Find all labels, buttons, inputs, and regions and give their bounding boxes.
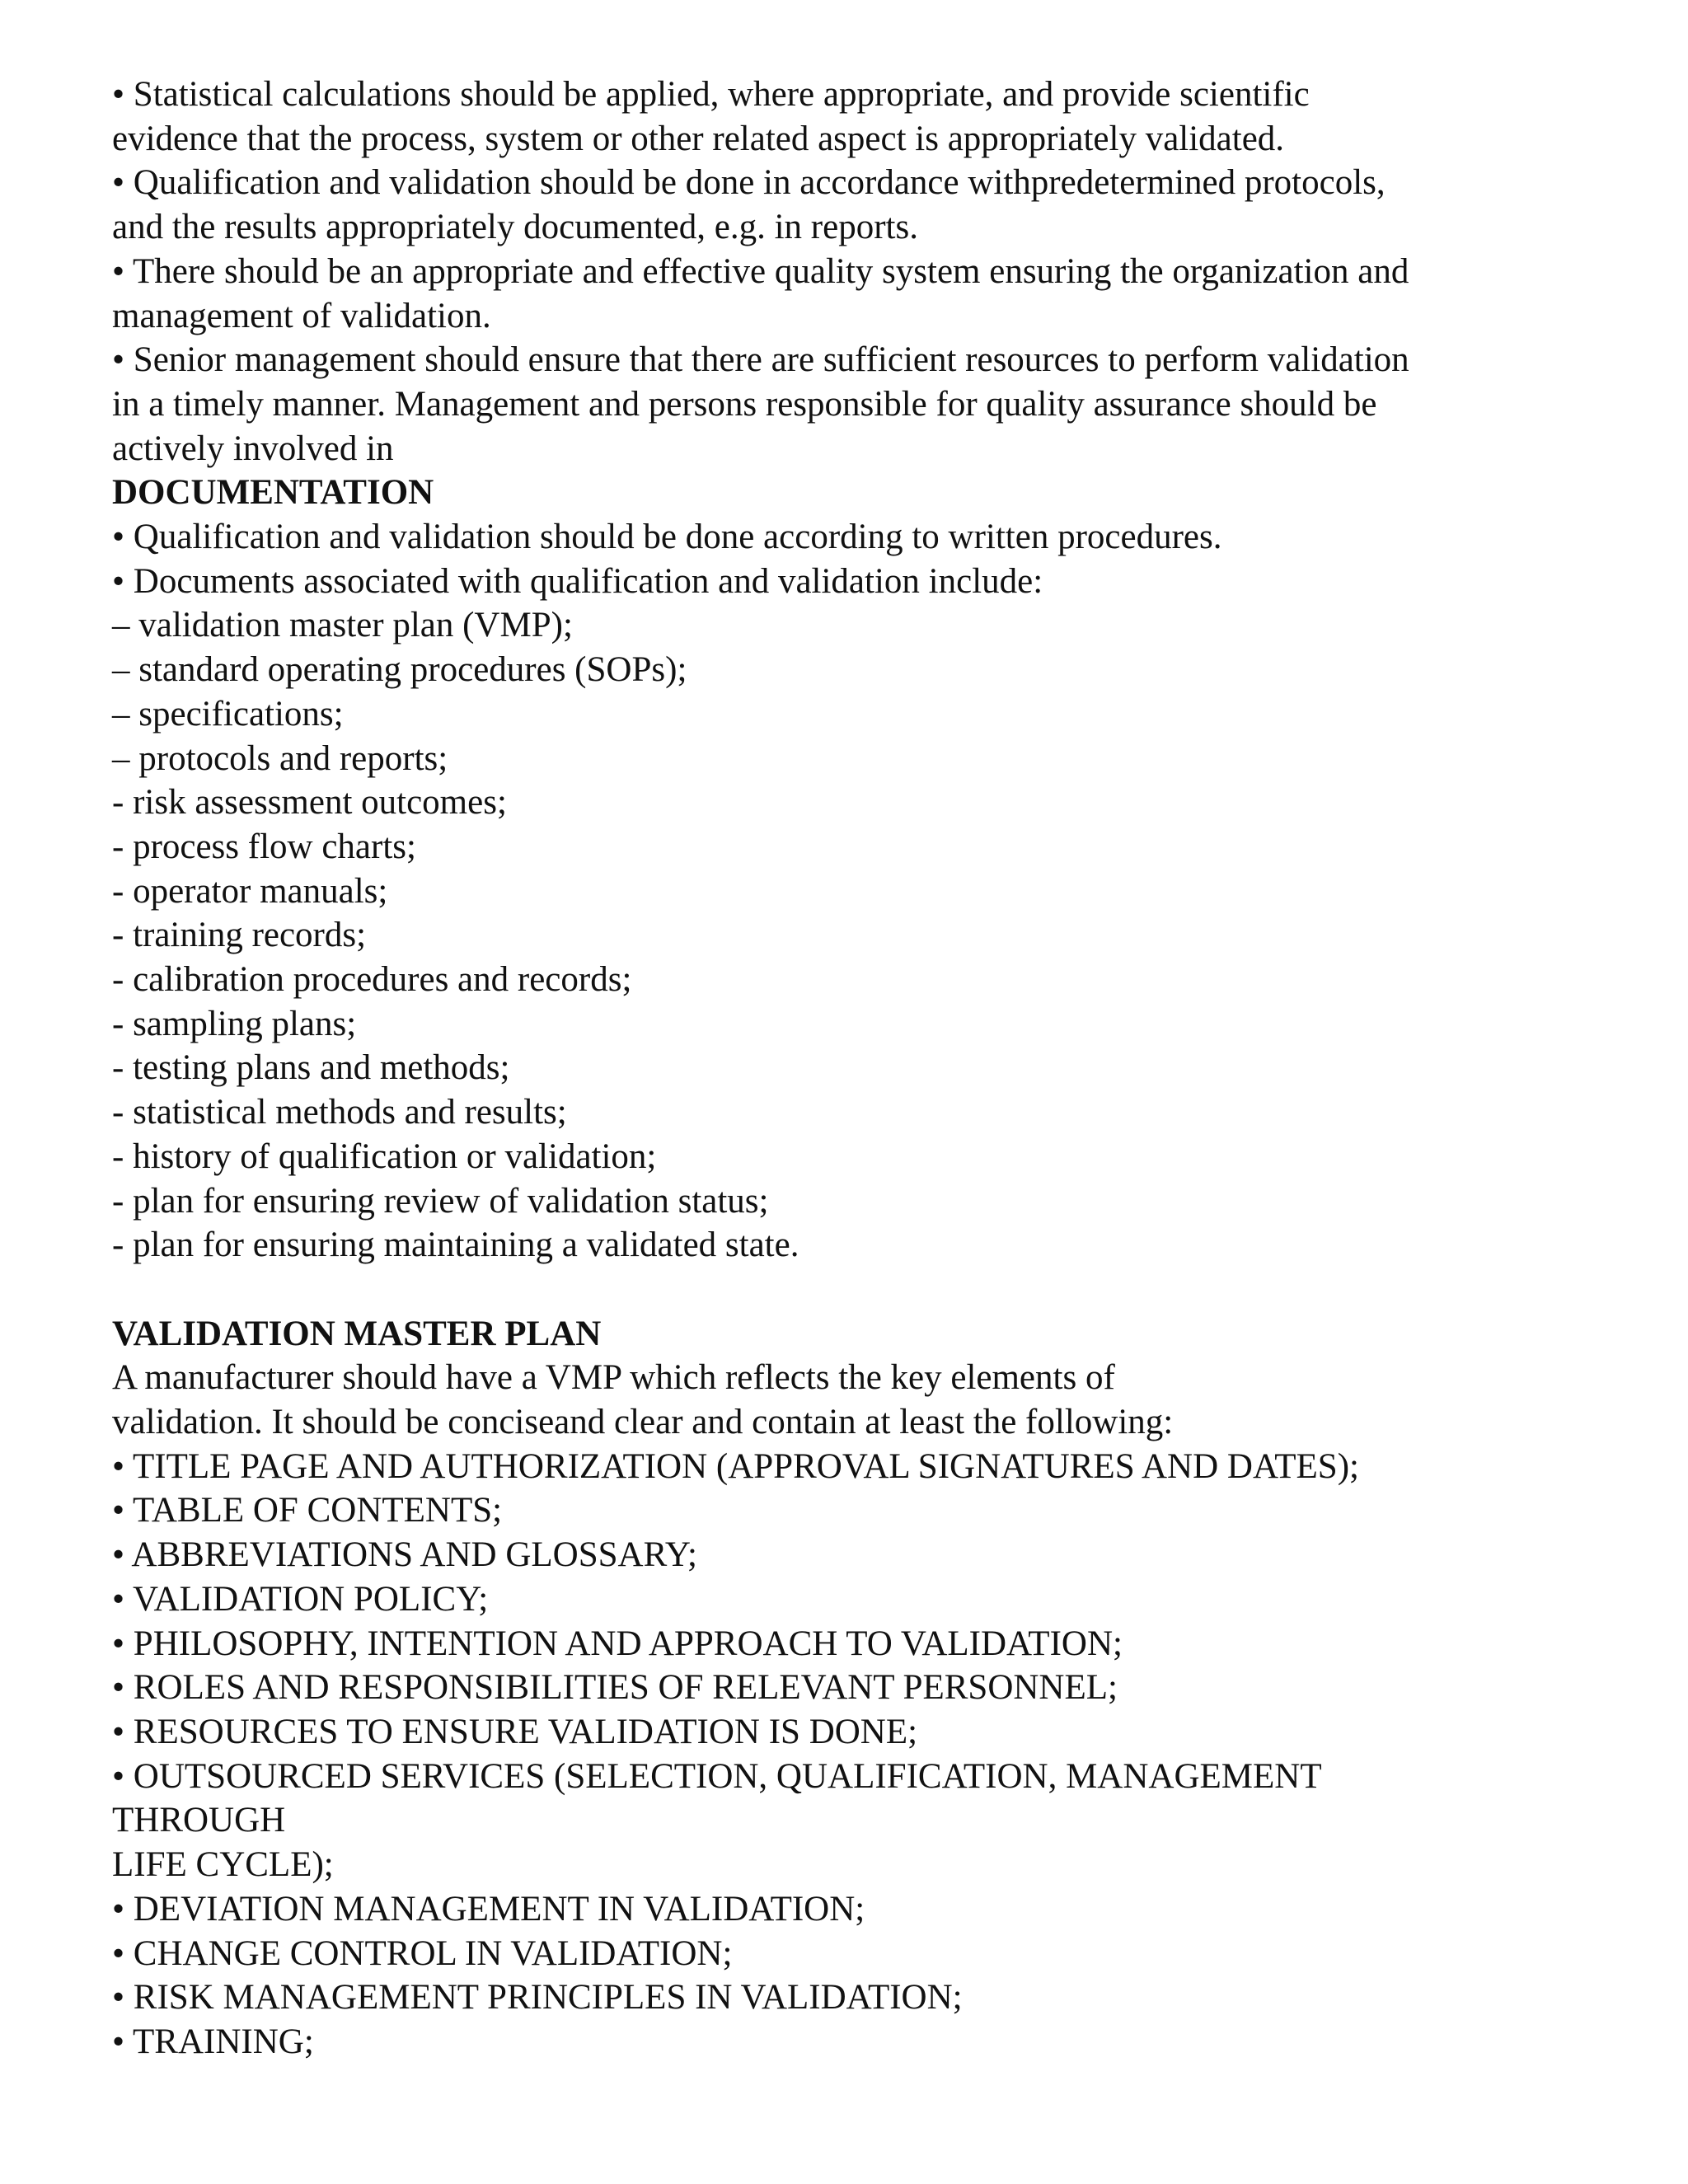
list-item: - plan for ensuring maintaining a validated state. [112, 1226, 799, 1265]
list-item: - plan for ensuring review of validation status; [112, 1181, 769, 1221]
list-item: • Qualification and validation should be done according to written procedures. [112, 518, 1222, 557]
vmp-section [112, 1312, 1596, 2064]
list-item: - sampling plans; [112, 1004, 357, 1043]
list-item: – protocols and reports; [112, 738, 448, 778]
list-item: THROUGH [112, 1801, 286, 1840]
list-item: – validation master plan (VMP); [112, 606, 573, 645]
list-item: – specifications; [112, 694, 344, 733]
list-item: - training records; [112, 916, 367, 955]
text-line: • Statistical calculations should be applied, where appropriate, and provide scientific [112, 75, 1310, 114]
text-line: management of validation. [112, 296, 491, 335]
text-line: and the results appropriately documented, e.g. in reports. [112, 208, 918, 247]
list-item: • ABBREVIATIONS AND GLOSSARY; [112, 1535, 697, 1575]
list-item: - statistical methods and results; [112, 1093, 567, 1132]
list-item: - testing plans and methods; [112, 1048, 510, 1088]
text-line: A manufacturer should have a VMP which reflects the key elements of [112, 1358, 1115, 1398]
list-item: • OUTSOURCED SERVICES (SELECTION, QUALIFICATION, MANAGEMENT [112, 1756, 1322, 1796]
text-line: • There should be an appropriate and effective quality system ensuring the organization and [112, 251, 1409, 291]
text-line: in a timely manner. Management and persons responsible for quality assurance should be [112, 384, 1377, 424]
vmp-heading: VALIDATION MASTER PLAN [112, 1314, 602, 1353]
list-item: - process flow charts; [112, 827, 416, 866]
text-line: • Senior management should ensure that there are sufficient resources to perform validation [112, 340, 1409, 380]
list-item: • ROLES AND RESPONSIBILITIES OF RELEVANT PERSONNEL; [112, 1668, 1118, 1708]
text-line: • Qualification and validation should be done in accordance withpredetermined protocols, [112, 163, 1386, 203]
list-item: • RISK MANAGEMENT PRINCIPLES IN VALIDATION; [112, 1978, 963, 2018]
paragraph-spacer [112, 1268, 1596, 1312]
documentation-heading: DOCUMENTATION [112, 473, 434, 513]
text-line: actively involved in [112, 429, 394, 468]
intro-section [112, 73, 1596, 471]
list-item: • TABLE OF CONTENTS; [112, 1491, 503, 1530]
list-item: • PHILOSOPHY, INTENTION AND APPROACH TO VALIDATION; [112, 1624, 1123, 1663]
list-item: • TITLE PAGE AND AUTHORIZATION (APPROVAL SIGNATURES AND DATES); [112, 1446, 1359, 1486]
list-item: - history of qualification or validation; [112, 1137, 657, 1176]
list-item: LIFE CYCLE); [112, 1845, 334, 1885]
text-line: evidence that the process, system or other related aspect is appropriately validated. [112, 119, 1285, 158]
list-item: • CHANGE CONTROL IN VALIDATION; [112, 1933, 733, 1973]
document-page [112, 73, 1596, 2064]
list-item: - operator manuals; [112, 871, 388, 911]
list-item: – standard operating procedures (SOPs); [112, 650, 687, 690]
list-item: • Documents associated with qualification and validation include: [112, 561, 1043, 601]
list-item: • RESOURCES TO ENSURE VALIDATION IS DONE; [112, 1713, 918, 1751]
list-item: - calibration procedures and records; [112, 960, 632, 1000]
list-item: • VALIDATION POLICY; [112, 1579, 489, 1619]
list-item: - risk assessment outcomes; [112, 783, 507, 823]
list-item: • TRAINING; [112, 2022, 314, 2061]
text-line: validation. It should be conciseand clear and contain at least the following: [112, 1403, 1174, 1442]
documentation-section [112, 471, 1596, 1268]
list-item: • DEVIATION MANAGEMENT IN VALIDATION; [112, 1889, 865, 1929]
